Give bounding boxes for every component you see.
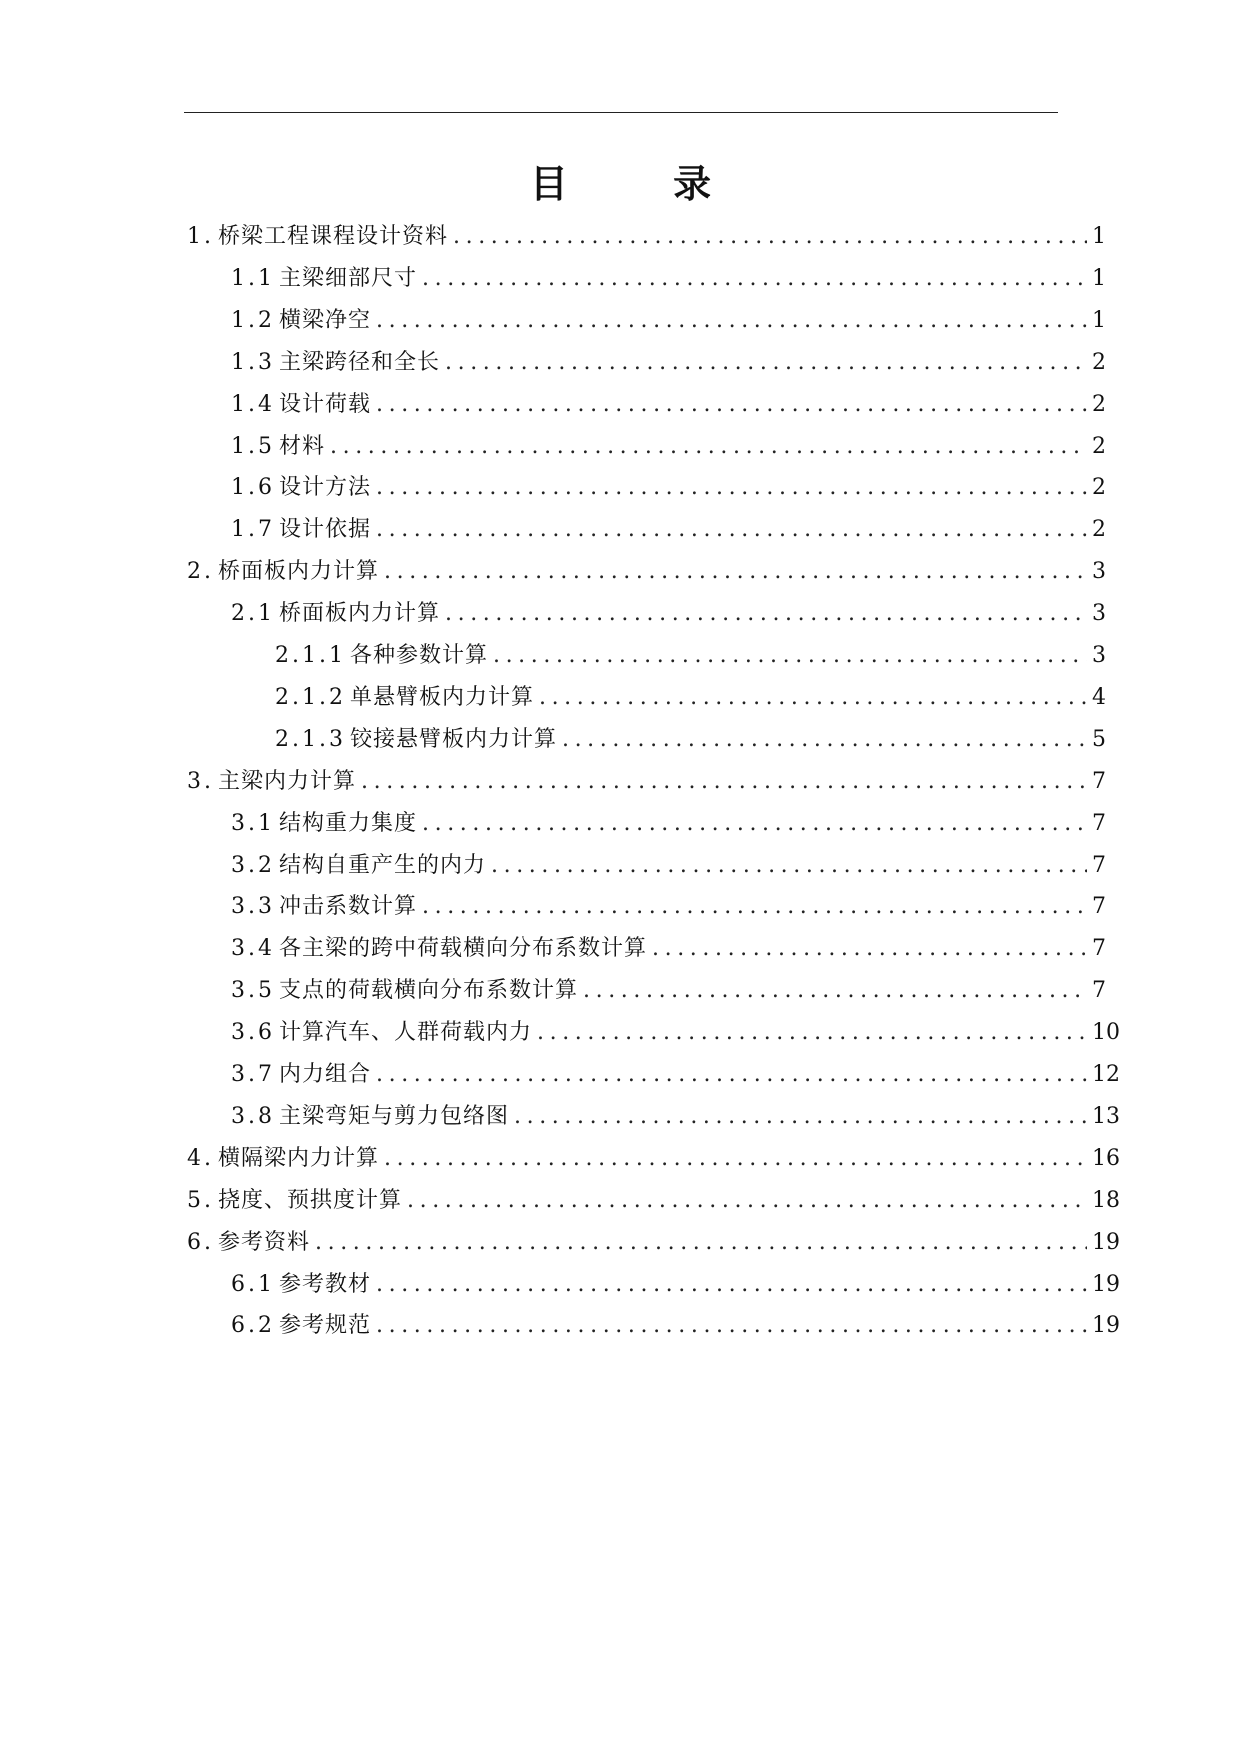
toc-entry-title: 设计荷载 [279,391,372,417]
toc-dot-leader [491,851,1087,881]
toc-entry-page-number: 2 [1092,391,1106,417]
toc-entry[interactable] [231,1098,1120,1132]
toc-dot-leader [384,557,1087,587]
toc-entry-number: 3.8 [231,1103,275,1129]
toc-entry-page-number: 19 [1092,1229,1120,1255]
toc-entry-number: 1. [187,224,214,249]
toc-entry-page-number: 7 [1092,978,1106,1004]
toc-dot-leader [376,1270,1087,1300]
toc-entry-title: 材料 [279,433,326,459]
toc-entry-number: 3. [187,768,214,794]
toc-entry[interactable] [231,260,1104,294]
toc-entry-title: 参考教材 [279,1271,372,1297]
toc-dot-leader [583,976,1087,1006]
toc-entry-page-number: 7 [1092,936,1106,962]
toc-entry-number: 1.5 [231,433,275,459]
toc-entry-page-number: 4 [1092,684,1106,710]
toc-entry[interactable] [231,1307,1120,1341]
toc-dot-leader [361,767,1087,797]
toc-entry[interactable] [231,1014,1120,1048]
toc-entry-number: 1.6 [231,475,275,501]
toc-entry-number: 1.7 [231,517,275,543]
toc-entry-title: 铰接悬臂板内力计算 [349,726,557,752]
toc-entry-number: 1.4 [231,391,275,417]
toc-entry-title: 设计方法 [279,475,372,501]
toc-entry-page-number: 18 [1092,1187,1120,1213]
toc-entry-title: 结构重力集度 [279,810,418,836]
toc-entry[interactable] [187,1182,1120,1216]
toc-dot-leader [376,1311,1087,1341]
toc-entry-number: 3.1 [231,810,275,836]
toc-dot-leader [376,1060,1087,1090]
toc-entry-title: 结构自重产生的内力 [279,852,487,878]
toc-entry-number: 1.1 [231,265,275,291]
toc-entry[interactable] [231,428,1104,462]
toc-entry[interactable] [187,1224,1120,1258]
toc-dot-leader [539,683,1087,713]
toc-entry[interactable] [231,805,1104,839]
toc-entry-title: 主梁细部尺寸 [279,265,418,291]
toc-entry-title: 主梁跨径和全长 [279,349,441,375]
toc-dot-leader [422,264,1087,294]
toc-dot-leader [422,892,1087,922]
toc-dot-leader [422,809,1087,839]
toc-dot-leader [445,348,1087,378]
toc-dot-leader [376,515,1087,545]
toc-entry[interactable] [187,553,1104,587]
toc-entry-title: 桥梁工程课程设计资料 [218,224,449,249]
toc-entry-number: 2.1 [231,601,275,627]
toc-entry-number: 3.6 [231,1020,275,1046]
toc-entry[interactable] [187,218,1104,252]
toc-entry-page-number: 13 [1092,1103,1120,1129]
toc-entry-number: 2.1.3 [275,726,346,752]
toc-entry-title: 各主梁的跨中荷载横向分布系数计算 [279,936,648,962]
toc-dot-leader [514,1102,1087,1132]
toc-entry[interactable] [231,511,1104,545]
toc-entry[interactable] [231,972,1104,1006]
toc-entry-title: 横隔梁内力计算 [218,1145,380,1171]
toc-entry-page-number: 1 [1092,307,1106,333]
toc-entry[interactable] [231,302,1104,336]
toc-dot-leader [376,390,1087,420]
toc-entry-title: 桥面板内力计算 [279,601,441,627]
toc-entry-title: 挠度、预拱度计算 [218,1187,403,1213]
toc-dot-leader [652,934,1087,964]
toc-entry[interactable] [187,763,1104,797]
toc-entry-page-number: 19 [1092,1313,1120,1339]
toc-dot-leader [562,725,1087,755]
toc-dot-leader [376,473,1087,503]
toc-entry-page-number: 2 [1092,517,1106,543]
toc-entry-page-number: 7 [1092,768,1106,794]
toc-entry-page-number: 7 [1092,810,1106,836]
toc-entry-number: 3.7 [231,1062,275,1087]
toc-entry[interactable] [231,930,1104,964]
toc-entry-number: 3.4 [231,936,275,962]
toc-entry-title: 参考规范 [279,1313,372,1339]
toc-entry[interactable] [187,1140,1120,1174]
toc-entry-title: 各种参数计算 [349,643,488,668]
toc-entry[interactable] [231,469,1104,503]
toc-entry-title: 单悬臂板内力计算 [349,684,534,710]
toc-entry-page-number: 5 [1092,726,1106,752]
toc-entry-number: 3.5 [231,978,275,1004]
toc-entry-title: 横梁净空 [279,307,372,333]
toc-entry-number: 5. [187,1187,214,1213]
toc-entry[interactable] [231,344,1104,378]
toc-entry-number: 1.3 [231,349,275,375]
toc-dot-leader [407,1186,1087,1216]
toc-entry-number: 3.2 [231,852,275,878]
toc-dot-leader [453,222,1087,252]
toc-entry-page-number: 10 [1092,1020,1120,1046]
toc-entry-title: 主梁内力计算 [218,768,357,794]
toc-entry-page-number: 1 [1092,224,1106,249]
toc-entry-title: 参考资料 [218,1229,311,1255]
toc-entry-page-number: 2 [1092,349,1106,375]
toc-entry[interactable] [231,1266,1120,1300]
toc-entry-number: 6.2 [231,1313,275,1339]
toc-entry-page-number: 1 [1092,265,1106,291]
toc-entry-number: 3.3 [231,894,275,920]
toc-dot-leader [537,1018,1087,1048]
toc-entry-title: 冲击系数计算 [279,894,418,920]
toc-entry-title: 计算汽车、人群荷载内力 [279,1020,533,1046]
toc-dot-leader [376,306,1087,336]
toc-dot-leader [330,432,1087,462]
toc-entry-number: 6.1 [231,1271,275,1297]
toc-entry-title: 内力组合 [279,1062,372,1087]
toc-entry-number: 6. [187,1229,214,1255]
toc-entry-title: 桥面板内力计算 [218,559,380,585]
toc-entry-number: 4. [187,1145,214,1171]
toc-entry-number: 2.1.2 [275,684,346,710]
toc-entry-page-number: 19 [1092,1271,1120,1297]
toc-entry-title: 设计依据 [279,517,372,543]
toc-entry[interactable] [231,386,1104,420]
toc-entry-number: 2.1.1 [275,643,346,668]
toc-entry-page-number: 3 [1092,643,1106,668]
toc-entry[interactable] [275,721,1104,755]
page-title: 目 录 [529,162,758,206]
toc-dot-leader [445,599,1087,629]
toc-entry-page-number: 2 [1092,433,1106,459]
toc-entry-page-number: 2 [1092,475,1106,501]
toc-entry-title: 支点的荷载横向分布系数计算 [279,978,579,1004]
toc-entry-number: 1.2 [231,307,275,333]
toc-entry-title: 主梁弯矩与剪力包络图 [279,1103,510,1129]
toc-entry[interactable] [231,595,1104,629]
toc-dot-leader [384,1144,1087,1174]
toc-entry-page-number: 3 [1092,601,1106,627]
toc-entry[interactable] [231,847,1104,881]
toc-entry-page-number: 16 [1092,1145,1120,1171]
toc-dot-leader [493,641,1087,671]
toc-entry-page-number: 7 [1092,894,1106,920]
toc-entry-page-number: 7 [1092,852,1106,878]
toc-entry-number: 2. [187,559,214,585]
toc-entry[interactable] [231,888,1104,922]
toc-entry-page-number: 12 [1092,1062,1120,1087]
toc-entry[interactable] [231,1056,1120,1090]
toc-entry-page-number: 3 [1092,559,1106,585]
toc-dot-leader [315,1228,1087,1258]
toc-entry[interactable] [275,679,1104,713]
toc-entry[interactable] [275,637,1104,671]
